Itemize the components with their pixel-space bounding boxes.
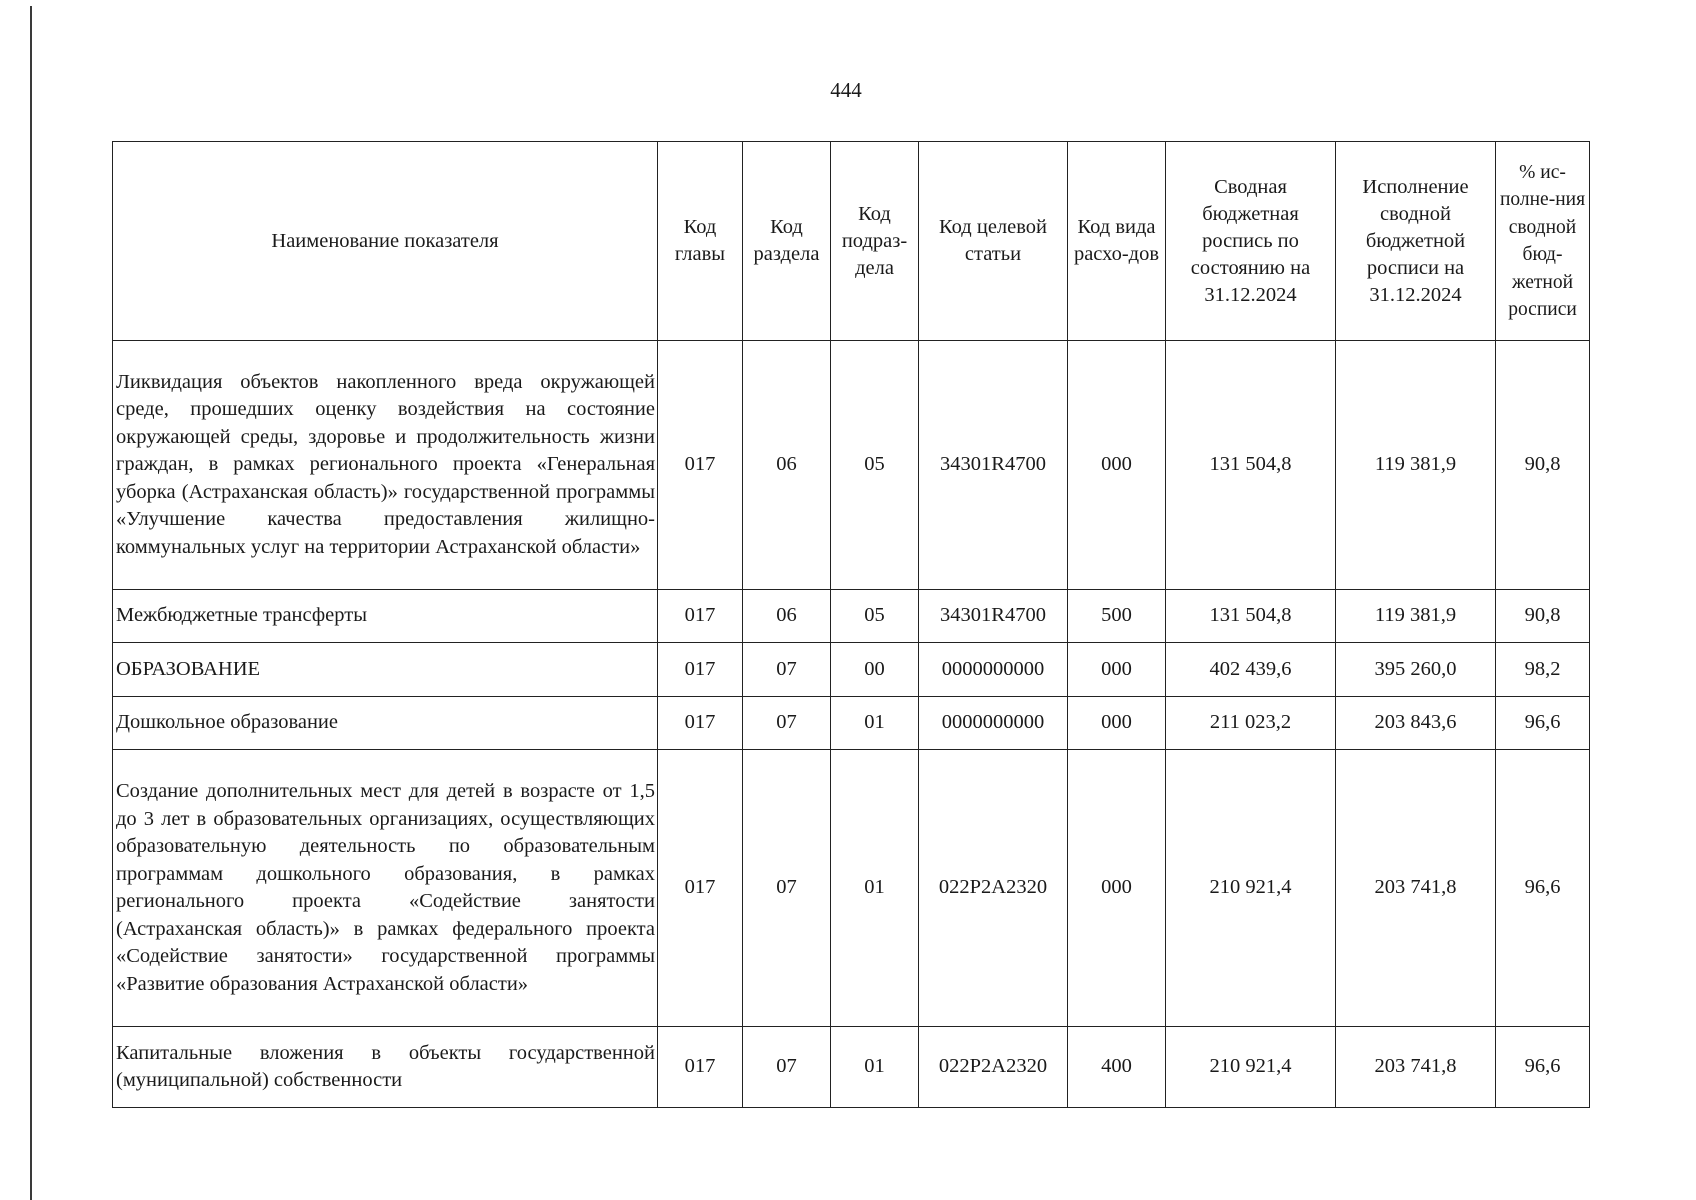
header-percent: % ис-полне-ния сводной бюд-жетной росписи (1496, 142, 1590, 341)
page-number-text: 444 (830, 78, 862, 102)
row-execution: 119 381,9 (1336, 341, 1496, 590)
header-section-code: Код раздела (743, 142, 831, 341)
row-expense-type: 000 (1068, 341, 1166, 590)
row-target: 022P2A2320 (919, 1027, 1068, 1108)
row-expense-type: 000 (1068, 750, 1166, 1027)
row-expense-type: 400 (1068, 1027, 1166, 1108)
budget-execution-table (112, 141, 1590, 1108)
row-section: 07 (743, 697, 831, 750)
header-expense-type-code: Код вида расхо-дов (1068, 142, 1166, 341)
row-name: Создание дополнительных мест для детей в возрасте от 1,5 до 3 лет в образовательных организациях, осуществляющих образовательную деятельность по образовательным программам дошкольного образования, в рамках регионального проекта «Содействие занятости (Астраханская область)» в рамках федерального проекта «Содействие занятости» государственной программы «Развитие образования Астраханской области» (113, 750, 658, 1027)
row-chapter: 017 (658, 750, 743, 1027)
row-target: 34301R4700 (919, 341, 1068, 590)
row-chapter: 017 (658, 1027, 743, 1108)
header-budget-plan: Сводная бюджетная роспись по состоянию на 31.12.2024 (1166, 142, 1336, 341)
row-plan: 210 921,4 (1166, 750, 1336, 1027)
row-subsection: 01 (831, 697, 919, 750)
row-percent: 90,8 (1496, 590, 1590, 643)
row-execution: 395 260,0 (1336, 643, 1496, 697)
header-subsection-code: Код подраз-дела (831, 142, 919, 341)
row-section: 07 (743, 750, 831, 1027)
table-row (113, 697, 1590, 750)
row-percent: 96,6 (1496, 750, 1590, 1027)
row-subsection: 00 (831, 643, 919, 697)
row-section: 07 (743, 1027, 831, 1108)
row-subsection: 05 (831, 341, 919, 590)
table-row (113, 643, 1590, 697)
row-expense-type: 000 (1068, 643, 1166, 697)
row-subsection: 01 (831, 1027, 919, 1108)
row-percent: 98,2 (1496, 643, 1590, 697)
row-target: 022P2A2320 (919, 750, 1068, 1027)
row-target: 34301R4700 (919, 590, 1068, 643)
header-target-code: Код целевой статьи (919, 142, 1068, 341)
row-name: Дошкольное образование (113, 697, 658, 750)
row-section: 07 (743, 643, 831, 697)
page-number (0, 78, 1696, 103)
table-row (113, 1027, 1590, 1108)
header-chapter-code: Код главы (658, 142, 743, 341)
row-section: 06 (743, 590, 831, 643)
row-chapter: 017 (658, 697, 743, 750)
row-plan: 131 504,8 (1166, 341, 1336, 590)
row-execution: 119 381,9 (1336, 590, 1496, 643)
row-target: 0000000000 (919, 697, 1068, 750)
row-chapter: 017 (658, 341, 743, 590)
row-expense-type: 500 (1068, 590, 1166, 643)
table-row (113, 341, 1590, 590)
row-plan: 131 504,8 (1166, 590, 1336, 643)
row-percent: 96,6 (1496, 697, 1590, 750)
table-header-row (113, 142, 1590, 341)
table-row (113, 750, 1590, 1027)
row-name: Капитальные вложения в объекты государственной (муниципальной) собственности (113, 1027, 658, 1108)
row-name: Межбюджетные трансферты (113, 590, 658, 643)
row-section: 06 (743, 341, 831, 590)
row-name: ОБРАЗОВАНИЕ (113, 643, 658, 697)
row-plan: 211 023,2 (1166, 697, 1336, 750)
row-execution: 203 741,8 (1336, 1027, 1496, 1108)
table-row (113, 590, 1590, 643)
row-expense-type: 000 (1068, 697, 1166, 750)
row-target: 0000000000 (919, 643, 1068, 697)
row-subsection: 01 (831, 750, 919, 1027)
row-execution: 203 843,6 (1336, 697, 1496, 750)
row-percent: 90,8 (1496, 341, 1590, 590)
row-plan: 402 439,6 (1166, 643, 1336, 697)
row-execution: 203 741,8 (1336, 750, 1496, 1027)
row-plan: 210 921,4 (1166, 1027, 1336, 1108)
row-chapter: 017 (658, 643, 743, 697)
row-percent: 96,6 (1496, 1027, 1590, 1108)
row-chapter: 017 (658, 590, 743, 643)
row-subsection: 05 (831, 590, 919, 643)
page-margin-line (30, 6, 32, 1200)
row-name: Ликвидация объектов накопленного вреда окружающей среде, прошедших оценку воздействия на состояние окружающей среды, здоровье и продолжительность жизни граждан, в рамках регионального проекта «Генеральная уборка (Астраханская область)» государственной программы «Улучшение качества предоставления жилищно-коммунальных услуг на территории Астраханской области» (113, 341, 658, 590)
header-execution: Исполнение сводной бюджетной росписи на 31.12.2024 (1336, 142, 1496, 341)
header-name: Наименование показателя (113, 142, 658, 341)
